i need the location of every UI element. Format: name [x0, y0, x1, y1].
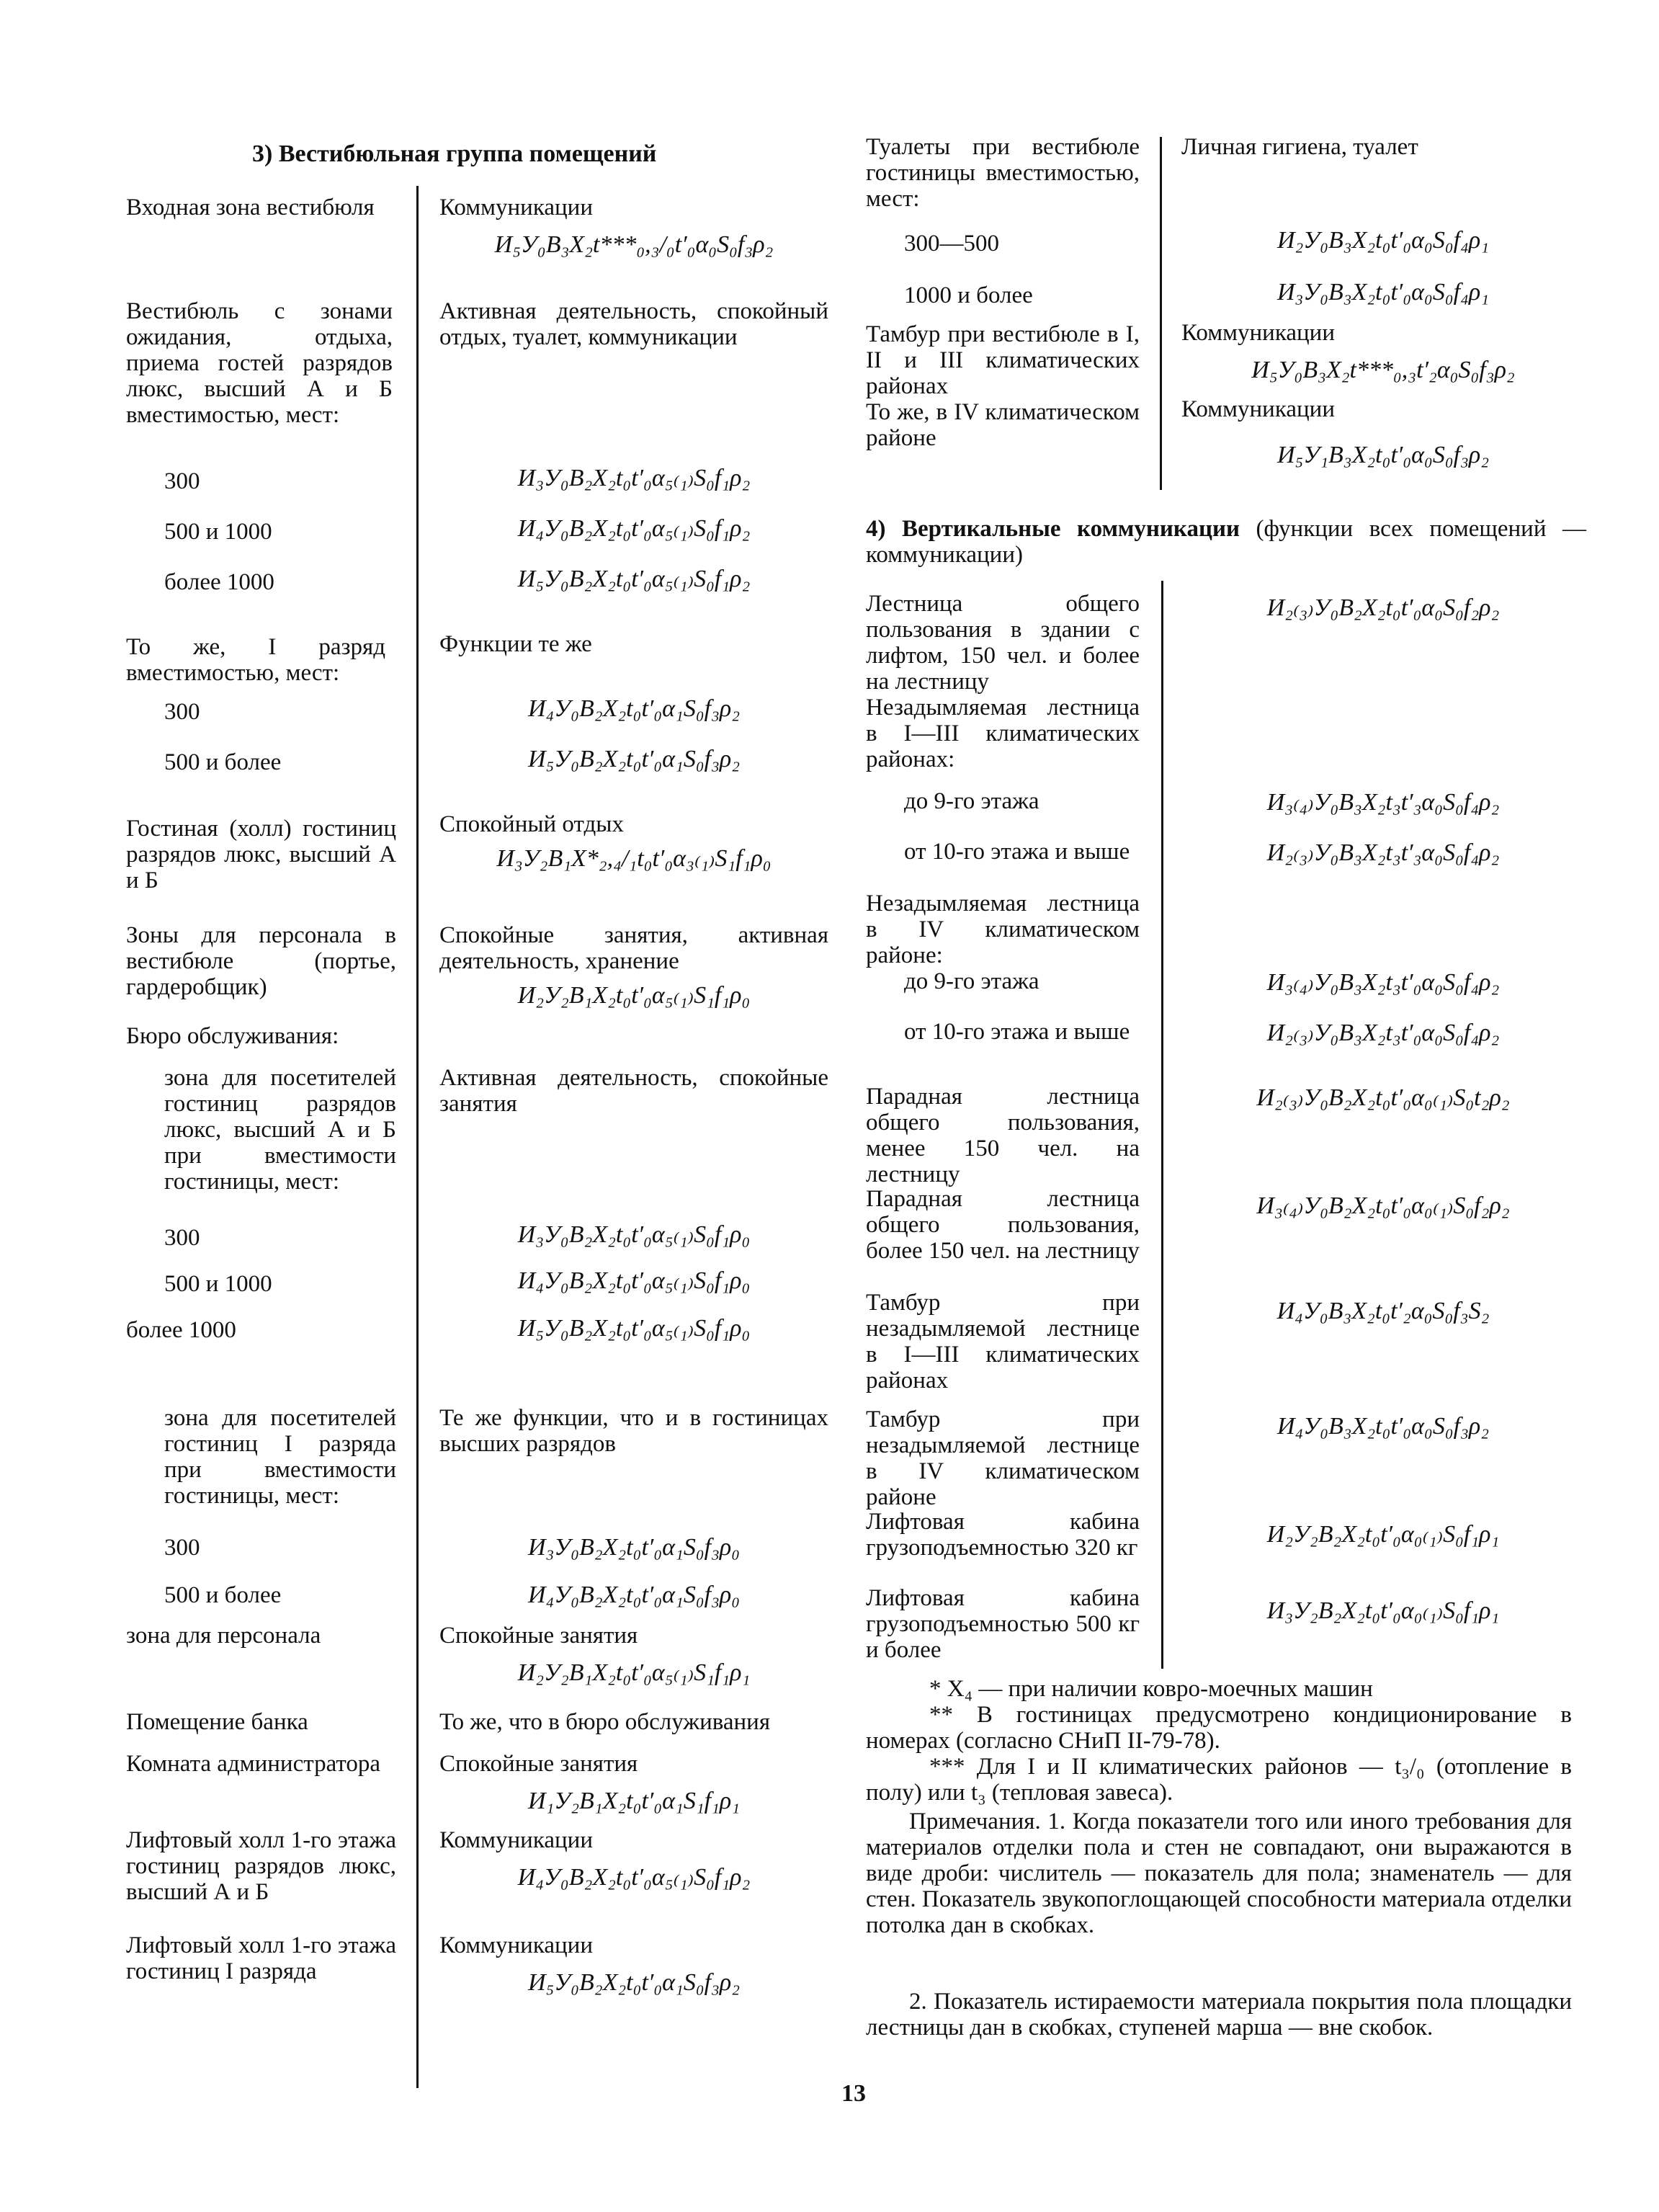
row-formula: И₂У₀В₃Х₂t₀t′₀α₀S₀f₄ρ₁ [1276, 227, 1490, 254]
row-formula: И₃У₂В₁Х*₂,₄/₁t₀t′₀α₃₍₁₎S₁f₁ρ₀ [496, 845, 772, 872]
right-top-divider [1160, 137, 1162, 490]
row-name: 500 и более [164, 1582, 282, 1608]
row-name: Лифтовая кабина грузоподъемностью 500 кг и более [866, 1585, 1140, 1663]
page-number: 13 [841, 2080, 866, 2107]
row-name: 300 [164, 1225, 200, 1251]
row-formula: И₄У₀В₃Х₂t₀t′₀α₀S₀f₃ρ₂ [1276, 1413, 1490, 1440]
section-4-heading [866, 516, 1586, 568]
row-formula: И₂₍₃₎У₀В₂Х₂t₀t′₀α₀₍₁₎S₀t₂ρ₂ [1256, 1084, 1510, 1111]
row-name: Входная зона вестибюля [126, 195, 375, 220]
row-name: Бюро обслуживания: [126, 1023, 339, 1049]
row-function: Коммуникации [1181, 320, 1335, 346]
footnote-3: *** Для I и II климатических районов — t₃/₀ (отопление в полу) или t₃ (тепловая завеса). [866, 1754, 1572, 1806]
row-formula: И₅У₀В₂Х₂t₀t′₀α₅₍₁₎S₀f₁ρ₂ [517, 566, 751, 592]
row-function: Коммуникации [439, 195, 593, 220]
row-name: 300 [164, 699, 200, 725]
row-name: зона для посетителей гостиниц разрядов люкс, высший А и Б при вместимости гостиницы, мест: [164, 1065, 396, 1195]
section-4-heading-rest: (функции всех помещений — коммуникации) [866, 516, 1586, 568]
row-formula: И₁У₂В₁Х₂t₀t′₀α₁S₁f₁ρ₁ [527, 1788, 741, 1814]
row-name: Лестница общего пользования в здании с лифтом, 150 чел. и более на лестницу [866, 591, 1140, 695]
row-name: Тамбур при незадымляемой лестнице в I—III климатических районах [866, 1290, 1140, 1393]
row-formula: И₃У₀В₂Х₂t₀t′₀α₁S₀f₃ρ₀ [527, 1534, 741, 1561]
row-name: Лифтовый холл 1-го этажа гостиниц разрядов люкс, высший А и Б [126, 1827, 396, 1905]
row-formula: И₃У₀В₂Х₂t₀t′₀α₅₍₁₎S₀f₁ρ₀ [517, 1221, 751, 1248]
row-name: Парадная лестница общего пользования, менее 150 чел. на лестницу [866, 1084, 1140, 1187]
row-name: То же, I разряд вместимостью, мест: [126, 634, 385, 686]
row-name: более 1000 [126, 1317, 236, 1343]
row-function: То же, что в бюро обслуживания [439, 1709, 771, 1735]
row-name: до 9-го этажа [904, 788, 1039, 814]
row-name: Вестибюль с зонами ожидания, отдыха, приема гостей разрядов люкс, высший А и Б вместимостью, мест: [126, 298, 393, 428]
row-function: Коммуникации [1181, 396, 1335, 422]
row-function: Личная гигиена, туалет [1181, 134, 1418, 160]
row-name: 300 [164, 468, 200, 494]
row-formula: И₅У₀В₂Х₂t₀t′₀α₁S₀f₃ρ₂ [527, 746, 741, 772]
row-formula: И₄У₀В₂Х₂t₀t′₀α₁S₀f₃ρ₂ [527, 695, 741, 722]
row-name: Незадымляемая лестница в IV климатическом районе: [866, 891, 1140, 968]
footnote-1: * Х₄ — при наличии ковро-моечных машин [929, 1676, 1373, 1702]
row-formula: И₄У₀В₂Х₂t₀t′₀α₅₍₁₎S₀f₁ρ₂ [517, 515, 751, 542]
row-formula: И₅У₀В₃Х₂t***₀,₃/₀t′₀α₀S₀f₃ρ₂ [494, 231, 774, 258]
row-name: 500 и более [164, 749, 282, 775]
row-formula: И₅У₀В₃Х₂t***₀,₃t′₂α₀S₀f₃ρ₂ [1251, 357, 1515, 383]
row-formula: И₃У₀В₂Х₂t₀t′₀α₅₍₁₎S₀f₁ρ₂ [517, 465, 751, 491]
row-name: Тамбур при незадымляемой лестнице в IV климатическом районе [866, 1406, 1140, 1510]
row-name: Зоны для персонала в вестибюле (портье, гардеробщик) [126, 922, 396, 1000]
row-formula: И₂У₂В₂Х₂t₀t′₀α₀₍₁₎S₀f₁ρ₁ [1266, 1521, 1500, 1548]
row-formula: И₄У₀В₂Х₂t₀t′₀α₅₍₁₎S₀f₁ρ₀ [517, 1267, 751, 1294]
row-function: Те же функции, что и в гостиницах высших разрядов [439, 1405, 828, 1457]
row-name: Комната администратора [126, 1751, 380, 1777]
row-name: 500 и 1000 [164, 1271, 272, 1297]
row-formula: И₅У₀В₂Х₂t₀t′₀α₁S₀f₃ρ₂ [527, 1969, 741, 1996]
row-formula: И₂У₂В₁Х₂t₀t′₀α₅₍₁₎S₁f₁ρ₁ [517, 1659, 751, 1686]
row-name: Туалеты при вестибюле гостиницы вместимостью, мест: [866, 134, 1140, 212]
row-function: Коммуникации [439, 1932, 593, 1958]
row-name: Гостиная (холл) гостиниц разрядов люкс, высший А и Б [126, 816, 396, 893]
row-formula: И₂₍₃₎У₀В₃Х₂t₃t′₀α₀S₀f₄ρ₂ [1266, 1020, 1500, 1046]
note-2: 2. Показатель истираемости материала покрытия пола площадки лестницы дан в скобках, ступеней марша — вне скобок. [866, 1989, 1572, 2041]
row-formula: И₂₍₃₎У₀В₂Х₂t₀t′₀α₀S₀f₂ρ₂ [1266, 594, 1500, 621]
row-formula: И₃₍₄₎У₀В₃Х₂t₃t′₀α₀S₀f₄ρ₂ [1266, 969, 1500, 996]
note-1: Примечания. 1. Когда показатели того или иного требования для материалов отделки пола и стен не совпадают, они выражаются в виде дроби: числитель — показатель для пола; знаменатель — для стен. Показатель звукопоглощающей способности материала отделки потолка дан в скобках. [866, 1809, 1572, 1938]
row-formula: И₅У₁В₃Х₂t₀t′₀α₀S₀f₃ρ₂ [1276, 442, 1490, 468]
row-function: Активная деятельность, спокойные занятия [439, 1065, 828, 1117]
row-name: Тамбур при вестибюле в I, II и III климатических районах [866, 321, 1140, 399]
row-function: Спокойные занятия, активная деятельность, хранение [439, 922, 828, 974]
row-function: Спокойные занятия [439, 1623, 638, 1649]
footnote-2: ** В гостиницах предусмотрено кондиционирование в номерах (согласно СНиП II-79-78). [866, 1702, 1572, 1754]
row-name: Лифтовая кабина грузоподъемностью 320 кг [866, 1509, 1140, 1561]
row-formula: И₃₍₄₎У₀В₂Х₂t₀t′₀α₀₍₁₎S₀f₂ρ₂ [1256, 1192, 1510, 1219]
row-formula: И₄У₀В₂Х₂t₀t′₀α₁S₀f₃ρ₀ [527, 1582, 741, 1608]
row-function: Коммуникации [439, 1827, 593, 1853]
row-name: 300—500 [904, 231, 999, 257]
row-function: Активная деятельность, спокойный отдых, туалет, коммуникации [439, 298, 828, 350]
section-3-heading: 3) Вестибюльная группа помещений [252, 141, 657, 167]
row-function: Функции те же [439, 631, 592, 657]
left-column-divider [416, 186, 419, 2088]
row-formula: И₂₍₃₎У₀В₃Х₂t₃t′₃α₀S₀f₄ρ₂ [1266, 839, 1500, 866]
section-4-heading-bold: 4) Вертикальные коммуникации [866, 516, 1240, 542]
row-name: Помещение банка [126, 1709, 308, 1735]
row-name: зона для посетителей гостиниц I разряда при вместимости гостиницы, мест: [164, 1405, 396, 1509]
row-name: Незадымляемая лестница в I—III климатических районах: [866, 695, 1140, 772]
row-function: Спокойный отдых [439, 811, 624, 837]
row-formula: И₅У₀В₂Х₂t₀t′₀α₅₍₁₎S₀f₁ρ₀ [517, 1315, 751, 1342]
row-name: от 10-го этажа и выше [904, 839, 1130, 865]
row-formula: И₃У₀В₃Х₂t₀t′₀α₀S₀f₄ρ₁ [1276, 279, 1490, 306]
row-function: Спокойные занятия [439, 1751, 638, 1777]
row-name: до 9-го этажа [904, 968, 1039, 994]
row-name: То же, в IV климатическом районе [866, 399, 1140, 451]
row-name: Лифтовый холл 1-го этажа гостиниц I разряда [126, 1932, 396, 1984]
row-name: 1000 и более [904, 282, 1033, 308]
row-formula: И₄У₀В₃Х₂t₀t′₂α₀S₀f₃S₂ [1276, 1298, 1490, 1324]
row-name: более 1000 [164, 569, 274, 595]
row-name: 300 [164, 1535, 200, 1561]
row-name: зона для персонала [126, 1623, 321, 1649]
row-name: 500 и 1000 [164, 519, 272, 545]
row-formula: И₂У₂В₁Х₂t₀t′₀α₅₍₁₎S₁f₁ρ₀ [517, 982, 751, 1009]
row-name: Парадная лестница общего пользования, более 150 чел. на лестницу [866, 1186, 1140, 1264]
right-bottom-divider [1161, 581, 1163, 1669]
row-name: от 10-го этажа и выше [904, 1019, 1130, 1045]
row-formula: И₃₍₄₎У₀В₃Х₂t₃t′₃α₀S₀f₄ρ₂ [1266, 789, 1500, 816]
row-formula: И₄У₀В₂Х₂t₀t′₀α₅₍₁₎S₀f₁ρ₂ [517, 1864, 751, 1891]
row-formula: И₃У₂В₂Х₂t₀t′₀α₀₍₁₎S₀f₁ρ₁ [1266, 1597, 1500, 1624]
